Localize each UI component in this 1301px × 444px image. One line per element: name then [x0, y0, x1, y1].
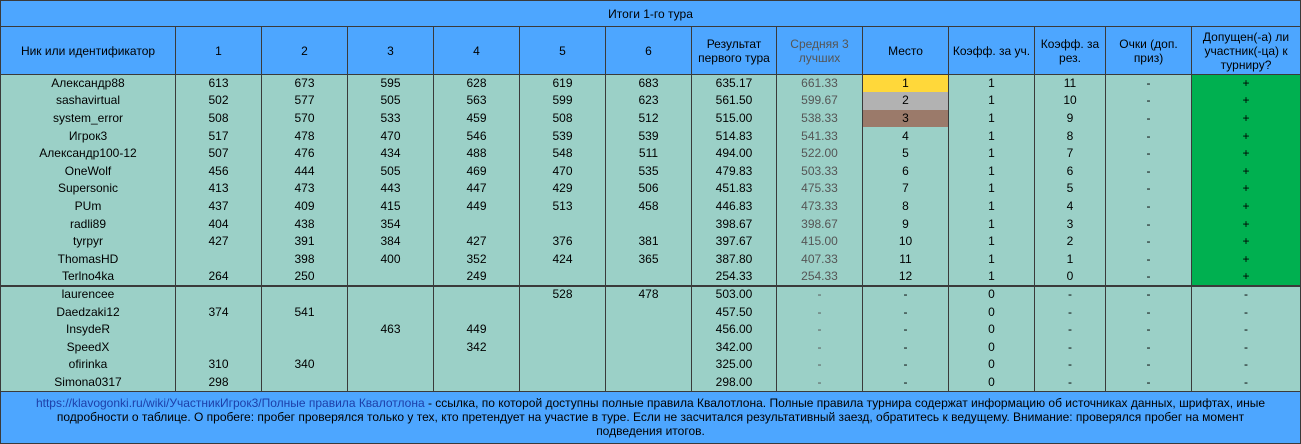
cell-coef-participation[interactable]: 1: [949, 92, 1035, 110]
cell-round-2[interactable]: 541: [262, 303, 348, 321]
cell-round-3[interactable]: [348, 374, 434, 392]
header-avg-best-3[interactable]: Средняя 3 лучших: [777, 27, 863, 75]
cell-round-6[interactable]: 458: [606, 198, 692, 216]
header-round-5[interactable]: 5: [520, 27, 606, 75]
cell-round-1[interactable]: [176, 250, 262, 268]
cell-points[interactable]: -: [1106, 75, 1192, 93]
cell-round-3[interactable]: [348, 356, 434, 374]
cell-round-2[interactable]: 398: [262, 250, 348, 268]
cell-admitted[interactable]: +: [1192, 198, 1301, 216]
cell-admitted[interactable]: +: [1192, 145, 1301, 163]
cell-round-5[interactable]: 376: [520, 233, 606, 251]
cell-result[interactable]: 457.50: [692, 303, 777, 321]
cell-admitted[interactable]: +: [1192, 180, 1301, 198]
cell-admitted[interactable]: +: [1192, 215, 1301, 233]
cell-round-1[interactable]: 502: [176, 92, 262, 110]
cell-result[interactable]: 479.83: [692, 162, 777, 180]
cell-round-5[interactable]: [520, 215, 606, 233]
cell-round-4[interactable]: 546: [434, 127, 520, 145]
cell-round-3[interactable]: 463: [348, 321, 434, 339]
cell-round-2[interactable]: 478: [262, 127, 348, 145]
cell-round-5[interactable]: [520, 268, 606, 286]
cell-round-2[interactable]: 438: [262, 215, 348, 233]
cell-round-2[interactable]: 473: [262, 180, 348, 198]
cell-coef-participation[interactable]: 0: [949, 338, 1035, 356]
cell-points[interactable]: -: [1106, 250, 1192, 268]
cell-result[interactable]: 342.00: [692, 338, 777, 356]
cell-nick[interactable]: tyrpyr: [1, 233, 176, 251]
cell-avg[interactable]: 541.33: [777, 127, 863, 145]
cell-round-1[interactable]: 413: [176, 180, 262, 198]
cell-round-5[interactable]: 424: [520, 250, 606, 268]
cell-avg[interactable]: 415.00: [777, 233, 863, 251]
cell-round-3[interactable]: 384: [348, 233, 434, 251]
cell-points[interactable]: -: [1106, 127, 1192, 145]
cell-admitted[interactable]: +: [1192, 92, 1301, 110]
cell-points[interactable]: -: [1106, 180, 1192, 198]
cell-round-4[interactable]: 352: [434, 250, 520, 268]
cell-round-3[interactable]: [348, 268, 434, 286]
cell-round-3[interactable]: 505: [348, 162, 434, 180]
cell-points[interactable]: -: [1106, 145, 1192, 163]
cell-round-5[interactable]: [520, 303, 606, 321]
cell-nick[interactable]: Terlno4ka: [1, 268, 176, 286]
cell-round-5[interactable]: 548: [520, 145, 606, 163]
cell-nick[interactable]: ofirinka: [1, 356, 176, 374]
cell-coef-participation[interactable]: 0: [949, 303, 1035, 321]
cell-round-4[interactable]: 449: [434, 198, 520, 216]
cell-round-5[interactable]: 508: [520, 110, 606, 128]
cell-avg[interactable]: 522.00: [777, 145, 863, 163]
cell-nick[interactable]: Simona0317: [1, 374, 176, 392]
cell-coef-result[interactable]: -: [1035, 303, 1106, 321]
cell-round-4[interactable]: [434, 303, 520, 321]
cell-avg[interactable]: -: [777, 374, 863, 392]
cell-place[interactable]: -: [863, 338, 949, 356]
cell-round-3[interactable]: 533: [348, 110, 434, 128]
cell-round-5[interactable]: [520, 374, 606, 392]
cell-place[interactable]: 7: [863, 180, 949, 198]
cell-round-2[interactable]: 673: [262, 75, 348, 93]
cell-points[interactable]: -: [1106, 356, 1192, 374]
cell-round-3[interactable]: 434: [348, 145, 434, 163]
cell-coef-result[interactable]: 0: [1035, 268, 1106, 286]
cell-place[interactable]: 11: [863, 250, 949, 268]
cell-round-3[interactable]: 443: [348, 180, 434, 198]
cell-result[interactable]: 387.80: [692, 250, 777, 268]
cell-coef-result[interactable]: 5: [1035, 180, 1106, 198]
header-round-3[interactable]: 3: [348, 27, 434, 75]
cell-coef-result[interactable]: 8: [1035, 127, 1106, 145]
cell-round-2[interactable]: [262, 338, 348, 356]
cell-round-5[interactable]: 528: [520, 286, 606, 304]
cell-nick[interactable]: Игрок3: [1, 127, 176, 145]
cell-coef-result[interactable]: 7: [1035, 145, 1106, 163]
cell-avg[interactable]: 503.33: [777, 162, 863, 180]
cell-round-1[interactable]: 437: [176, 198, 262, 216]
cell-round-1[interactable]: 427: [176, 233, 262, 251]
cell-round-4[interactable]: 628: [434, 75, 520, 93]
table-row: [1, 180, 1301, 198]
cell-nick[interactable]: Александр100-12: [1, 145, 176, 163]
cell-round-4[interactable]: 342: [434, 338, 520, 356]
header-row: [1, 27, 1301, 75]
cell-round-5[interactable]: 539: [520, 127, 606, 145]
cell-round-1[interactable]: 374: [176, 303, 262, 321]
cell-place[interactable]: 8: [863, 198, 949, 216]
cell-round-1[interactable]: 264: [176, 268, 262, 286]
table-row: [1, 127, 1301, 145]
cell-place[interactable]: 3: [863, 110, 949, 128]
cell-round-1[interactable]: 310: [176, 356, 262, 374]
cell-nick[interactable]: ThomasHD: [1, 250, 176, 268]
cell-round-2[interactable]: [262, 286, 348, 304]
header-round-4[interactable]: 4: [434, 27, 520, 75]
cell-result[interactable]: 635.17: [692, 75, 777, 93]
cell-avg[interactable]: 407.33: [777, 250, 863, 268]
cell-points[interactable]: -: [1106, 338, 1192, 356]
cell-round-6[interactable]: 512: [606, 110, 692, 128]
cell-result[interactable]: 325.00: [692, 356, 777, 374]
cell-points[interactable]: -: [1106, 268, 1192, 286]
cell-round-3[interactable]: 505: [348, 92, 434, 110]
cell-admitted[interactable]: -: [1192, 303, 1301, 321]
cell-place[interactable]: -: [863, 321, 949, 339]
cell-coef-result[interactable]: 1: [1035, 250, 1106, 268]
cell-place[interactable]: -: [863, 303, 949, 321]
cell-round-1[interactable]: 404: [176, 215, 262, 233]
cell-coef-result[interactable]: -: [1035, 286, 1106, 304]
cell-round-5[interactable]: [520, 338, 606, 356]
cell-points[interactable]: -: [1106, 92, 1192, 110]
cell-round-1[interactable]: 507: [176, 145, 262, 163]
cell-round-6[interactable]: [606, 321, 692, 339]
cell-round-4[interactable]: [434, 356, 520, 374]
table-row: [1, 145, 1301, 163]
cell-coef-participation[interactable]: 1: [949, 75, 1035, 93]
cell-result[interactable]: 456.00: [692, 321, 777, 339]
cell-round-5[interactable]: 513: [520, 198, 606, 216]
footer-row: [1, 391, 1301, 443]
cell-round-5[interactable]: [520, 356, 606, 374]
cell-round-6[interactable]: 623: [606, 92, 692, 110]
cell-coef-participation[interactable]: 1: [949, 145, 1035, 163]
table-row: [1, 374, 1301, 392]
cell-nick[interactable]: OneWolf: [1, 162, 176, 180]
results-rows: [1, 75, 1301, 392]
cell-round-2[interactable]: 250: [262, 268, 348, 286]
cell-nick[interactable]: laurencee: [1, 286, 176, 304]
header-round-2[interactable]: 2: [262, 27, 348, 75]
cell-round-1[interactable]: [176, 338, 262, 356]
cell-coef-result[interactable]: -: [1035, 338, 1106, 356]
cell-round-6[interactable]: 478: [606, 286, 692, 304]
cell-nick[interactable]: SpeedX: [1, 338, 176, 356]
cell-result[interactable]: 561.50: [692, 92, 777, 110]
cell-nick[interactable]: InsydeR: [1, 321, 176, 339]
cell-round-6[interactable]: [606, 374, 692, 392]
cell-round-2[interactable]: 577: [262, 92, 348, 110]
cell-round-5[interactable]: 619: [520, 75, 606, 93]
header-round-1[interactable]: 1: [176, 27, 262, 75]
cell-avg[interactable]: 398.67: [777, 215, 863, 233]
table-row: [1, 321, 1301, 339]
cell-round-1[interactable]: 456: [176, 162, 262, 180]
cell-avg[interactable]: -: [777, 338, 863, 356]
cell-result[interactable]: 514.83: [692, 127, 777, 145]
cell-round-3[interactable]: [348, 338, 434, 356]
cell-place[interactable]: 6: [863, 162, 949, 180]
cell-result[interactable]: 503.00: [692, 286, 777, 304]
cell-result[interactable]: 398.67: [692, 215, 777, 233]
cell-round-4[interactable]: 469: [434, 162, 520, 180]
cell-place[interactable]: 9: [863, 215, 949, 233]
cell-round-4[interactable]: 447: [434, 180, 520, 198]
cell-coef-participation[interactable]: 1: [949, 268, 1035, 286]
footer-text: - ссылка, по которой доступны полные правила Квалотлона. Полные правила турнира содержат информацию об источниках данных, шрифтах, иные подробности о таблице. О пробеге: пробег проверялся только у тех, кто претендует на участие в туре. Если не засчитался результативный заезд, обратитесь к ведущему. Внимание: проверялся пробег на момент подведения итогов.: [56, 396, 1266, 439]
table-row: [1, 268, 1301, 286]
cell-round-1[interactable]: 613: [176, 75, 262, 93]
cell-round-2[interactable]: 444: [262, 162, 348, 180]
cell-round-4[interactable]: 427: [434, 233, 520, 251]
cell-round-5[interactable]: 470: [520, 162, 606, 180]
cell-round-3[interactable]: 400: [348, 250, 434, 268]
cell-result[interactable]: 298.00: [692, 374, 777, 392]
cell-round-6[interactable]: [606, 356, 692, 374]
cell-round-2[interactable]: 476: [262, 145, 348, 163]
cell-avg[interactable]: 475.33: [777, 180, 863, 198]
cell-coef-participation[interactable]: 1: [949, 162, 1035, 180]
header-result[interactable]: Результат первого тура: [692, 27, 777, 75]
cell-round-1[interactable]: 517: [176, 127, 262, 145]
cell-coef-result[interactable]: -: [1035, 374, 1106, 392]
cell-round-6[interactable]: [606, 338, 692, 356]
cell-points[interactable]: -: [1106, 321, 1192, 339]
header-round-6[interactable]: 6: [606, 27, 692, 75]
cell-result[interactable]: 451.83: [692, 180, 777, 198]
cell-coef-result[interactable]: 11: [1035, 75, 1106, 93]
cell-coef-result[interactable]: -: [1035, 356, 1106, 374]
cell-round-6[interactable]: [606, 215, 692, 233]
cell-admitted[interactable]: -: [1192, 338, 1301, 356]
cell-place[interactable]: 2: [863, 92, 949, 110]
cell-result[interactable]: 515.00: [692, 110, 777, 128]
header-admitted[interactable]: Допущен(-а) ли участник(-ца) к турниру?: [1192, 27, 1301, 75]
table-row: [1, 250, 1301, 268]
header-place[interactable]: Место: [863, 27, 949, 75]
cell-round-6[interactable]: 535: [606, 162, 692, 180]
cell-round-1[interactable]: 508: [176, 110, 262, 128]
cell-round-3[interactable]: [348, 286, 434, 304]
cell-coef-participation[interactable]: 0: [949, 286, 1035, 304]
cell-round-5[interactable]: 429: [520, 180, 606, 198]
cell-coef-result[interactable]: 4: [1035, 198, 1106, 216]
cell-coef-participation[interactable]: 0: [949, 321, 1035, 339]
cell-coef-participation[interactable]: 1: [949, 233, 1035, 251]
cell-round-4[interactable]: [434, 374, 520, 392]
cell-round-5[interactable]: [520, 321, 606, 339]
cell-round-4[interactable]: 459: [434, 110, 520, 128]
cell-nick[interactable]: Supersonic: [1, 180, 176, 198]
cell-admitted[interactable]: -: [1192, 374, 1301, 392]
cell-place[interactable]: 12: [863, 268, 949, 286]
cell-round-1[interactable]: 298: [176, 374, 262, 392]
cell-round-3[interactable]: 595: [348, 75, 434, 93]
table-row: [1, 110, 1301, 128]
footer-note: [1, 391, 1301, 443]
cell-place[interactable]: -: [863, 286, 949, 304]
table-title: Итоги 1-го тура: [1, 1, 1301, 27]
cell-avg[interactable]: -: [777, 286, 863, 304]
table-row: [1, 338, 1301, 356]
cell-round-6[interactable]: 539: [606, 127, 692, 145]
table-row: [1, 162, 1301, 180]
table-row: [1, 356, 1301, 374]
cell-round-6[interactable]: 365: [606, 250, 692, 268]
cell-coef-result[interactable]: 10: [1035, 92, 1106, 110]
cell-round-4[interactable]: 488: [434, 145, 520, 163]
cell-round-3[interactable]: 415: [348, 198, 434, 216]
cell-coef-participation[interactable]: 1: [949, 127, 1035, 145]
cell-points[interactable]: -: [1106, 303, 1192, 321]
header-nick[interactable]: Ник или идентификатор: [1, 27, 176, 75]
cell-round-4[interactable]: 249: [434, 268, 520, 286]
cell-round-3[interactable]: 470: [348, 127, 434, 145]
cell-place[interactable]: 5: [863, 145, 949, 163]
cell-coef-participation[interactable]: 1: [949, 180, 1035, 198]
cell-coef-participation[interactable]: 1: [949, 215, 1035, 233]
cell-round-4[interactable]: 449: [434, 321, 520, 339]
cell-coef-participation[interactable]: 0: [949, 374, 1035, 392]
cell-round-3[interactable]: [348, 303, 434, 321]
cell-round-6[interactable]: [606, 303, 692, 321]
cell-round-4[interactable]: 563: [434, 92, 520, 110]
cell-result[interactable]: 254.33: [692, 268, 777, 286]
header-coef-result[interactable]: Коэфф. за рез.: [1035, 27, 1106, 75]
cell-round-3[interactable]: 354: [348, 215, 434, 233]
cell-round-6[interactable]: 683: [606, 75, 692, 93]
cell-nick[interactable]: radli89: [1, 215, 176, 233]
cell-admitted[interactable]: +: [1192, 162, 1301, 180]
cell-place[interactable]: 10: [863, 233, 949, 251]
cell-coef-participation[interactable]: 1: [949, 250, 1035, 268]
cell-round-4[interactable]: [434, 215, 520, 233]
cell-avg[interactable]: 538.33: [777, 110, 863, 128]
cell-place[interactable]: -: [863, 356, 949, 374]
title-row: [1, 1, 1301, 27]
cell-points[interactable]: -: [1106, 110, 1192, 128]
cell-nick[interactable]: Александр88: [1, 75, 176, 93]
cell-avg[interactable]: -: [777, 303, 863, 321]
table-row: [1, 286, 1301, 304]
cell-coef-result[interactable]: 2: [1035, 233, 1106, 251]
cell-points[interactable]: -: [1106, 286, 1192, 304]
header-points[interactable]: Очки (доп. приз): [1106, 27, 1192, 75]
cell-nick[interactable]: system_error: [1, 110, 176, 128]
table-row: [1, 92, 1301, 110]
cell-round-2[interactable]: 570: [262, 110, 348, 128]
cell-admitted[interactable]: -: [1192, 356, 1301, 374]
cell-coef-result[interactable]: -: [1035, 321, 1106, 339]
rules-link[interactable]: https://klavogonki.ru/wiki/УчастникИгрок3/Полные правила Квалотлона: [35, 396, 425, 411]
cell-round-2[interactable]: 340: [262, 356, 348, 374]
cell-admitted[interactable]: -: [1192, 286, 1301, 304]
cell-avg[interactable]: -: [777, 356, 863, 374]
cell-coef-participation[interactable]: 1: [949, 198, 1035, 216]
cell-avg[interactable]: 661.33: [777, 75, 863, 93]
cell-admitted[interactable]: +: [1192, 127, 1301, 145]
cell-points[interactable]: -: [1106, 374, 1192, 392]
cell-coef-participation[interactable]: 1: [949, 110, 1035, 128]
cell-round-5[interactable]: 599: [520, 92, 606, 110]
cell-admitted[interactable]: +: [1192, 250, 1301, 268]
cell-points[interactable]: -: [1106, 233, 1192, 251]
cell-admitted[interactable]: -: [1192, 321, 1301, 339]
cell-admitted[interactable]: +: [1192, 233, 1301, 251]
table-row: [1, 233, 1301, 251]
cell-coef-participation[interactable]: 0: [949, 356, 1035, 374]
cell-nick[interactable]: Daedzaki12: [1, 303, 176, 321]
cell-round-2[interactable]: [262, 321, 348, 339]
cell-round-6[interactable]: 381: [606, 233, 692, 251]
cell-admitted[interactable]: +: [1192, 268, 1301, 286]
cell-nick[interactable]: PUm: [1, 198, 176, 216]
cell-place[interactable]: -: [863, 374, 949, 392]
table-row: [1, 75, 1301, 93]
cell-avg[interactable]: 254.33: [777, 268, 863, 286]
cell-coef-result[interactable]: 3: [1035, 215, 1106, 233]
cell-avg[interactable]: 599.67: [777, 92, 863, 110]
cell-points[interactable]: -: [1106, 162, 1192, 180]
cell-round-4[interactable]: [434, 286, 520, 304]
cell-round-6[interactable]: 506: [606, 180, 692, 198]
cell-round-6[interactable]: [606, 268, 692, 286]
cell-coef-result[interactable]: 6: [1035, 162, 1106, 180]
cell-admitted[interactable]: +: [1192, 75, 1301, 93]
table-row: [1, 215, 1301, 233]
cell-round-2[interactable]: 391: [262, 233, 348, 251]
cell-result[interactable]: 494.00: [692, 145, 777, 163]
cell-place[interactable]: 4: [863, 127, 949, 145]
cell-round-1[interactable]: [176, 286, 262, 304]
cell-result[interactable]: 397.67: [692, 233, 777, 251]
cell-points[interactable]: -: [1106, 198, 1192, 216]
table-row: [1, 303, 1301, 321]
cell-round-6[interactable]: 511: [606, 145, 692, 163]
cell-result[interactable]: 446.83: [692, 198, 777, 216]
cell-place[interactable]: 1: [863, 75, 949, 93]
cell-avg[interactable]: -: [777, 321, 863, 339]
cell-avg[interactable]: 473.33: [777, 198, 863, 216]
cell-admitted[interactable]: +: [1192, 110, 1301, 128]
table-row: [1, 198, 1301, 216]
header-coef-participation[interactable]: Коэфф. за уч.: [949, 27, 1035, 75]
cell-coef-result[interactable]: 9: [1035, 110, 1106, 128]
cell-nick[interactable]: sashavirtual: [1, 92, 176, 110]
cell-round-2[interactable]: [262, 374, 348, 392]
cell-round-2[interactable]: 409: [262, 198, 348, 216]
cell-round-1[interactable]: [176, 321, 262, 339]
cell-points[interactable]: -: [1106, 215, 1192, 233]
